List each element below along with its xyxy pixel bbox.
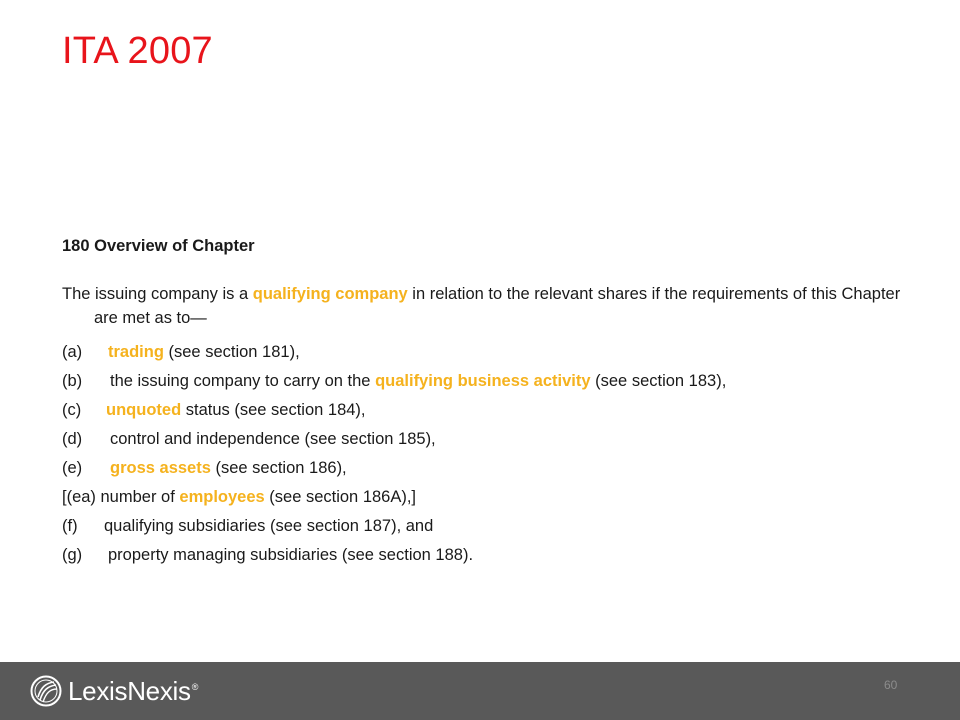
trademark-symbol: ® xyxy=(191,681,199,692)
section-heading: 180 Overview of Chapter xyxy=(62,237,255,255)
item-label: (c) xyxy=(62,401,82,419)
item-text: (see section 186), xyxy=(210,459,347,477)
footer-bar xyxy=(0,662,960,720)
lexisnexis-logo xyxy=(30,675,198,707)
item-text: control and independence (see section 185), xyxy=(110,430,436,448)
item-label: (g) xyxy=(62,546,83,564)
page-number: 60 xyxy=(884,678,898,692)
item-label: (a) xyxy=(62,343,83,361)
item-label: (b) xyxy=(62,372,83,390)
item-highlight: employees xyxy=(179,488,265,506)
item-label: (e) xyxy=(62,459,83,477)
list-item-a xyxy=(62,340,912,364)
list-item-b xyxy=(62,369,912,393)
item-highlight: unquoted xyxy=(106,401,182,419)
list-item-d xyxy=(62,427,912,451)
slide-content xyxy=(62,234,912,572)
item-text: (see section 183), xyxy=(590,372,727,390)
list-item-e xyxy=(62,456,912,480)
item-text: status (see section 184), xyxy=(181,401,366,419)
lexisnexis-logo-icon xyxy=(30,675,62,707)
item-text: property managing subsidiaries (see section 188). xyxy=(108,546,474,564)
item-text: (see section 186A),] xyxy=(264,488,417,506)
item-highlight: gross assets xyxy=(110,459,211,477)
list-item-f xyxy=(62,514,912,538)
list-item-g xyxy=(62,543,912,567)
item-text: qualifying subsidiaries (see section 187), and xyxy=(104,517,434,535)
list-item-c xyxy=(62,398,912,422)
intro-paragraph xyxy=(62,282,912,330)
item-text: [(ea) number of xyxy=(62,488,180,506)
item-text: (see section 181), xyxy=(163,343,300,361)
intro-text-after: in relation to the relevant shares if the requirements of this Chapter are met as to— xyxy=(94,285,901,327)
item-label: (f) xyxy=(62,517,78,535)
intro-text-before: The issuing company is a xyxy=(62,285,253,303)
brand-name: LexisNexis® xyxy=(68,675,199,706)
slide-title: ITA 2007 xyxy=(62,30,213,72)
list-item-ea xyxy=(62,485,912,509)
item-highlight: qualifying business activity xyxy=(375,372,591,390)
item-label: (d) xyxy=(62,430,83,448)
item-highlight: trading xyxy=(108,343,164,361)
item-text: the issuing company to carry on the xyxy=(110,372,376,390)
intro-highlight: qualifying company xyxy=(252,285,408,303)
